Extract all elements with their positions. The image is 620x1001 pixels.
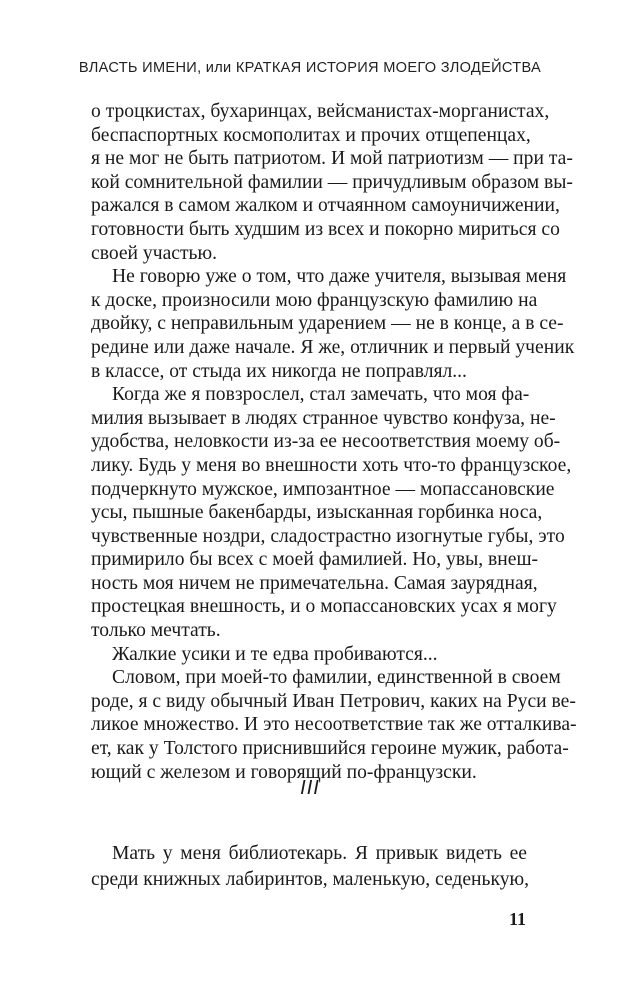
paragraph bbox=[91, 383, 572, 643]
paragraph bbox=[91, 265, 575, 383]
text-line: ликое множество. И это несоответствие так же отталкива- bbox=[91, 714, 577, 736]
text-line: чувственные ноздри, сладострастно изогнутые губы, это bbox=[91, 525, 565, 547]
section-number: III bbox=[300, 777, 320, 799]
section-text bbox=[91, 841, 530, 892]
text-line: Не говорю уже о том, что даже учителя, вызывая меня bbox=[112, 266, 567, 288]
text-line: роде, я с виду обычный Иван Петрович, каких на Руси ве- bbox=[91, 690, 576, 712]
text-line: своей участью. bbox=[91, 242, 218, 264]
text-line: кой сомнительной фамилии — причудливым образом вы- bbox=[91, 171, 573, 193]
text-line: Словом, при моей-то фамилии, единственной в своем bbox=[112, 667, 561, 689]
paragraph bbox=[91, 643, 527, 667]
text-line: примирило бы всех с моей фамилией. Но, увы, внеш- bbox=[91, 549, 539, 571]
text-line: беспаспортных космополитах и прочих отщепенцах, bbox=[91, 124, 531, 146]
text-line: я не мог не быть патриотом. И мой патриотизм — при та- bbox=[91, 148, 573, 170]
text-line: только мечтать. bbox=[91, 620, 221, 642]
text-line: ющий с железом и говорящий по-французски. bbox=[91, 761, 477, 783]
text-line: в классе, от стыда их никогда не поправлял... bbox=[91, 360, 467, 382]
text-line: среди книжных лабиринтов, маленькую, седенькую, bbox=[91, 868, 530, 890]
text-line: ность моя ничем не примечательна. Самая заурядная, bbox=[91, 572, 538, 594]
text-line: ражался в самом жалком и отчаянном самоуничижении, bbox=[91, 195, 560, 217]
text-line: готовности быть худшим из всех и покорно мириться со bbox=[91, 218, 560, 240]
text-line: усы, пышные бакенбарды, изысканная горбинка носа, bbox=[91, 502, 543, 524]
text-line: лику. Будь у меня во внешности хоть что-то французское, bbox=[91, 454, 572, 476]
text-line: к доске, произносили мою французскую фамилию на bbox=[91, 289, 538, 311]
text-line: простецкая внешность, и о мопассановских усах я могу bbox=[91, 596, 557, 618]
text-line: двойку, с неправильным ударением — не в конце, а в се- bbox=[91, 313, 564, 335]
text-line: удобства, неловкости из-за ее несоответствия моему об- bbox=[91, 431, 561, 453]
text-line: редине или даже начале. Я же, отличник и первый ученик bbox=[91, 336, 575, 358]
text-line: Когда же я повзрослел, стал замечать, что моя фа- bbox=[112, 384, 530, 406]
page-number: 11 bbox=[508, 909, 526, 929]
text-line: подчеркнуто мужское, импозантное — мопассановские bbox=[91, 478, 555, 500]
paragraph bbox=[91, 100, 573, 265]
running-header: ВЛАСТЬ ИМЕНИ, или КРАТКАЯ ИСТОРИЯ МОЕГО ЗЛОДЕЙСТВА bbox=[78, 60, 542, 76]
text-line: Жалкие усики и те едва пробиваются... bbox=[112, 643, 438, 665]
text-line: Мать у меня библиотекарь. Я привык видеть ее bbox=[112, 843, 527, 864]
text-line: милия вызывает в людях странное чувство конфуза, не- bbox=[91, 407, 556, 429]
main-text bbox=[91, 100, 577, 784]
text-line: о троцкистах, бухаринцах, вейсманистах-морганистах, bbox=[91, 101, 550, 122]
text-line: ет, как у Толстого приснившийся героине мужик, работа- bbox=[91, 738, 569, 760]
paragraph bbox=[91, 666, 577, 784]
